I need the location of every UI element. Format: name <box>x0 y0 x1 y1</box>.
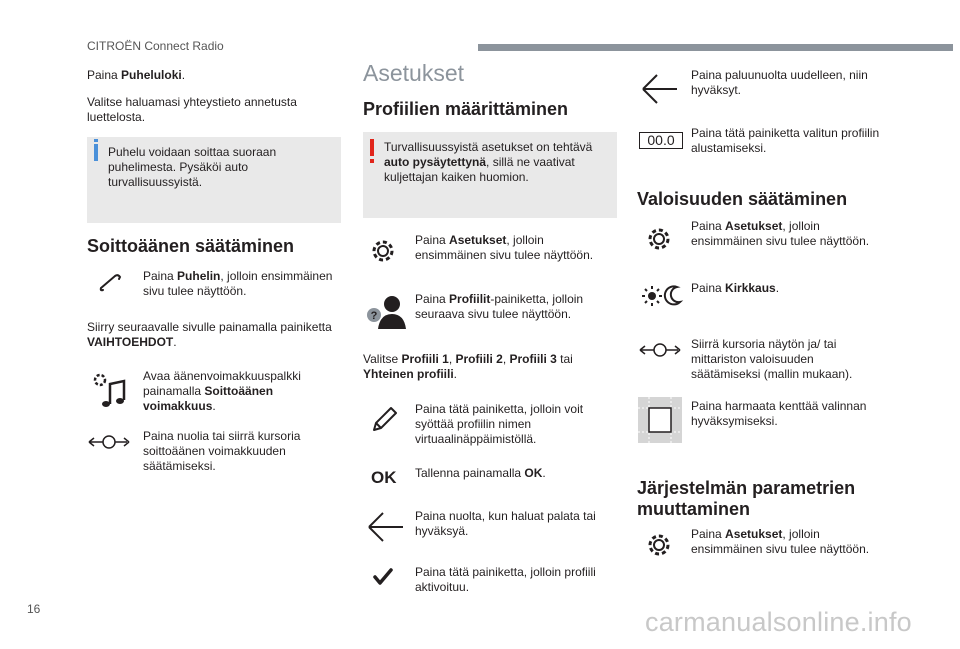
back-arrow-icon <box>640 72 680 106</box>
brightness-icon <box>640 284 684 308</box>
gear-icon <box>369 237 397 265</box>
phone-icon <box>98 272 124 292</box>
grey-field-icon <box>638 397 682 443</box>
header-title: CITROËN Connect Radio <box>87 39 224 53</box>
section-title: Valoisuuden säätäminen <box>637 189 848 209</box>
slider-cursor-icon <box>87 432 131 452</box>
col1-paragraph: Siirry seuraavalle sivulle painamalla painiketta VAIHTOEHDOT. <box>87 320 332 349</box>
step-text: Tallenna painamalla OK. <box>415 466 546 480</box>
step-text: Paina Asetukset, jolloin ensimmäinen sivu tulee näyttöön. <box>691 527 870 556</box>
step-text: Siirrä kursoria näytön ja/ tai mittariston valoisuuden säätämiseksi (mallin mukaan). <box>691 337 853 381</box>
info-note: Puhelu voidaan soittaa suoraan puhelimesta. Pysäköi auto turvallisuussyistä. <box>87 137 341 223</box>
back-arrow-icon <box>366 510 406 544</box>
header-bar <box>478 44 953 51</box>
step-text: Paina harmaata kenttää valinnan hyväksymiseksi. <box>691 399 867 428</box>
warning-note: Turvallisuussyistä asetukset on tehtävä auto pysäytettynä, sillä ne vaativat kuljettajan kaiken huomion. <box>363 132 617 218</box>
pencil-icon <box>370 404 400 434</box>
step-text: Paina tätä painiketta valitun profiilin alustamiseksi. <box>691 126 880 155</box>
section-title: Järjestelmän parametrien muuttaminen <box>637 478 856 519</box>
step-text: Paina Profiilit-painiketta, jolloin seuraava sivu tulee näyttöön. <box>415 292 584 321</box>
section-title: Profiilien määrittäminen <box>363 99 569 119</box>
step-text: Paina tätä painiketta, jolloin voit syöttää profiilin nimen virtuaalinäppäimistöllä. <box>415 402 584 446</box>
col1-paragraph: Valitse haluamasi yhteystieto annetusta luettelosta. <box>87 95 297 124</box>
music-settings-icon <box>90 370 130 410</box>
step-text: Paina tätä painiketta, jolloin profiili aktivoituu. <box>415 565 596 594</box>
step-text: Paina paluunuolta uudelleen, niin hyväksyt. <box>691 68 868 97</box>
info-icon <box>94 144 98 161</box>
profile-icon <box>364 293 408 331</box>
warning-icon <box>370 139 374 156</box>
chapter-title: Asetukset <box>363 60 464 86</box>
col1-paragraph: Paina Puheluloki. <box>87 68 186 82</box>
ok-icon: OK <box>371 468 397 487</box>
gear-icon <box>645 225 673 253</box>
svg-text:?: ? <box>370 310 378 322</box>
step-text: Paina Asetukset, jolloin ensimmäinen sivu tulee näyttöön. <box>691 219 870 248</box>
gear-icon <box>645 531 673 559</box>
checkmark-icon <box>373 568 393 586</box>
step-text: Paina Puhelin, jolloin ensimmäinen sivu tulee näyttöön. <box>143 269 333 298</box>
page-number: 16 <box>27 602 41 616</box>
step-text: Paina Asetukset, jolloin ensimmäinen sivu tulee näyttöön. <box>415 233 594 262</box>
col2-paragraph: Valitse Profiili 1, Profiili 2, Profiili 3 tai Yhteinen profiili. <box>363 352 573 381</box>
reset-icon: 00.0 <box>639 132 683 149</box>
slider-cursor-icon <box>638 340 682 360</box>
watermark: carmanualsonline.info <box>645 607 912 637</box>
step-text: Avaa äänenvoimakkuuspalkki painamalla Soittoäänen voimakkuus. <box>143 369 301 413</box>
step-text: Paina nuolia tai siirrä kursoria soittoäänen voimakkuuden säätämiseksi. <box>143 429 301 473</box>
section-title: Soittoäänen säätäminen <box>87 236 295 256</box>
step-text: Paina Kirkkaus. <box>691 281 780 295</box>
step-text: Paina nuolta, kun haluat palata tai hyväksyä. <box>415 509 596 538</box>
